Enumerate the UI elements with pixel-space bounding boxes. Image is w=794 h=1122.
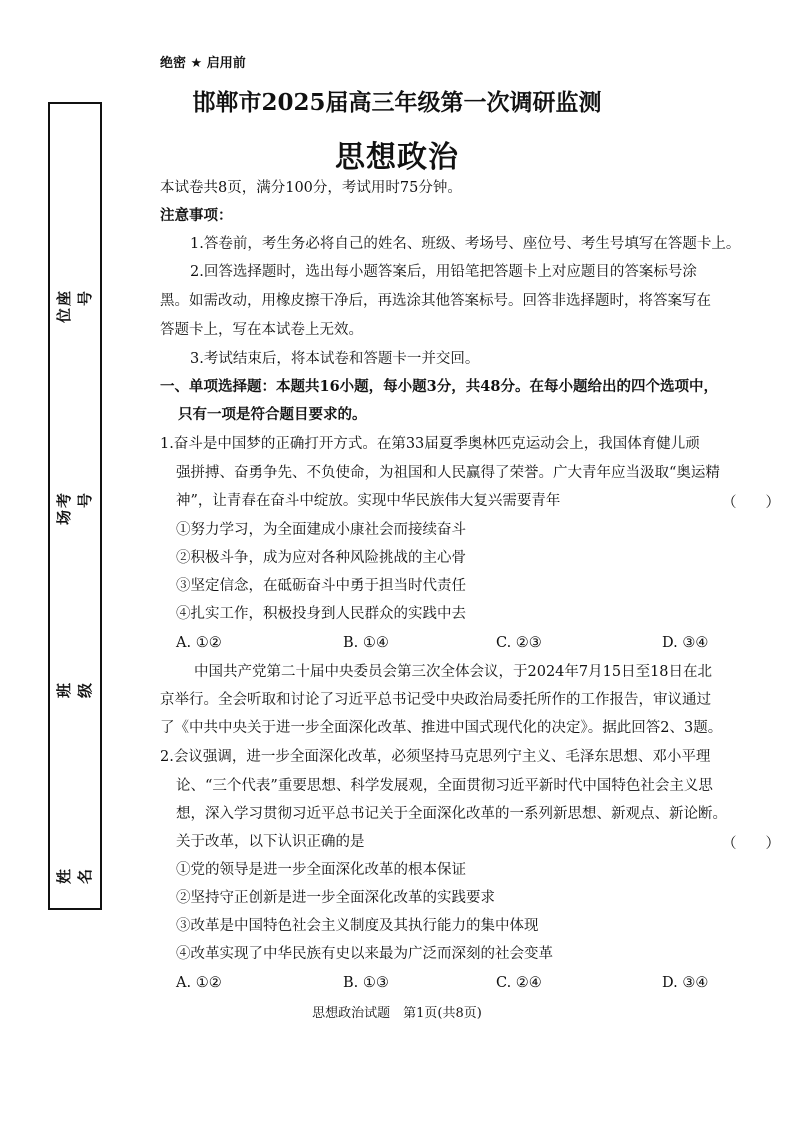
- material-line2: 京举行。全会听取和讨论了习近平总书记受中央政治局委托所作的工作报告，审议通过: [160, 692, 711, 708]
- q1-stem-line2: 强拼搏、奋勇争先、不负使命，为祖国和人民赢得了荣誉。广大青年应当汲取“奥运精: [176, 465, 720, 481]
- confidential-mark: 绝密 ★ 启用前: [160, 56, 246, 71]
- q2-answer-bracket: （ ）: [722, 836, 780, 852]
- exam-title: 邯郸市2025届高三年级第一次调研监测: [192, 89, 602, 116]
- seat-number-label: 座 位 号: [51, 290, 99, 324]
- exam-intro: 本试卷共8页，满分100分，考试用时75分钟。: [160, 180, 462, 196]
- class-label: 班 级: [51, 682, 99, 699]
- section-heading-line2: 只有一项是符合题目要求的。: [178, 406, 367, 423]
- q2-stem-line4: 关于改革，以下认识正确的是: [176, 834, 365, 850]
- q1-option-2: ②积极斗争，成为应对各种风险挑战的主心骨: [176, 550, 466, 566]
- name-label: 姓 名: [51, 868, 99, 885]
- page-footer: 思想政治试题 第1页(共8页): [312, 1006, 482, 1021]
- note-item-2-line1: 2.回答选择题时，选出每小题答案后，用铅笔把答题卡上对应题目的答案标号涂: [190, 264, 697, 280]
- q2-stem-line3: 想，深入学习贯彻习近平总书记关于全面深化改革的一系列新思想、新观点、新论断。: [176, 806, 727, 822]
- note-item-3: 3.考试结束后，将本试卷和答题卡一并交回。: [190, 351, 480, 367]
- q1-choice-c: C. ②③: [496, 635, 542, 651]
- note-item-2-line3: 答题卡上，写在本试卷上无效。: [160, 322, 363, 338]
- q2-option-2: ②坚持守正创新是进一步全面深化改革的实践要求: [176, 890, 495, 906]
- note-item-1: 1.答卷前，考生务必将自己的姓名、班级、考场号、座位号、考生号填写在答题卡上。: [190, 236, 741, 252]
- q1-answer-bracket: （ ）: [722, 495, 780, 511]
- q1-choice-b: B. ①④: [343, 635, 389, 651]
- material-line1: 中国共产党第二十届中央委员会第三次全体会议，于2024年7月15日至18日在北: [194, 664, 713, 680]
- note-item-2-line2: 黑。如需改动，用橡皮擦干净后，再选涂其他答案标号。回答非选择题时，将答案写在: [160, 293, 711, 309]
- exam-room-label: 考 场 号: [51, 492, 99, 526]
- q2-option-3: ③改革是中国特色社会主义制度及其执行能力的集中体现: [176, 918, 539, 934]
- q2-stem-line1: 2.会议强调，进一步全面深化改革，必须坚持马克思列宁主义、毛泽东思想、邓小平理: [160, 749, 711, 765]
- q1-option-4: ④扎实工作，积极投身到人民群众的实践中去: [176, 606, 466, 622]
- material-line3: 了《中共中央关于进一步全面深化改革、推进中国式现代化的决定》。据此回答2、3题。: [160, 720, 723, 736]
- q1-stem-line3: 神”，让青春在奋斗中绽放。实现中华民族伟大复兴需要青年: [176, 493, 561, 509]
- q2-choice-d: D. ③④: [662, 975, 709, 991]
- q2-stem-line2: 论、“三个代表”重要思想、科学发展观，全面贯彻习近平新时代中国特色社会主义思: [176, 778, 713, 794]
- q1-option-1: ①努力学习，为全面建成小康社会而接续奋斗: [176, 522, 466, 538]
- q1-stem-line1: 1.奋斗是中国梦的正确打开方式。在第33届夏季奥林匹克运动会上，我国体育健儿顽: [160, 436, 700, 452]
- q2-option-4: ④改革实现了中华民族有史以来最为广泛而深刻的社会变革: [176, 946, 553, 962]
- section-heading-line1: 一、单项选择题：本题共16小题，每小题3分，共48分。在每小题给出的四个选项中，: [160, 378, 718, 395]
- notes-heading: 注意事项：: [160, 207, 233, 224]
- subject-title: 思想政治: [335, 140, 459, 175]
- q1-choice-d: D. ③④: [662, 635, 709, 651]
- q2-option-1: ①党的领导是进一步全面深化改革的根本保证: [176, 862, 466, 878]
- q2-choice-c: C. ②④: [496, 975, 542, 991]
- q1-choice-a: A. ①②: [176, 635, 222, 651]
- q1-option-3: ③坚定信念，在砥砺奋斗中勇于担当时代责任: [176, 578, 466, 594]
- q2-choice-a: A. ①②: [176, 975, 222, 991]
- q2-choice-b: B. ①③: [343, 975, 389, 991]
